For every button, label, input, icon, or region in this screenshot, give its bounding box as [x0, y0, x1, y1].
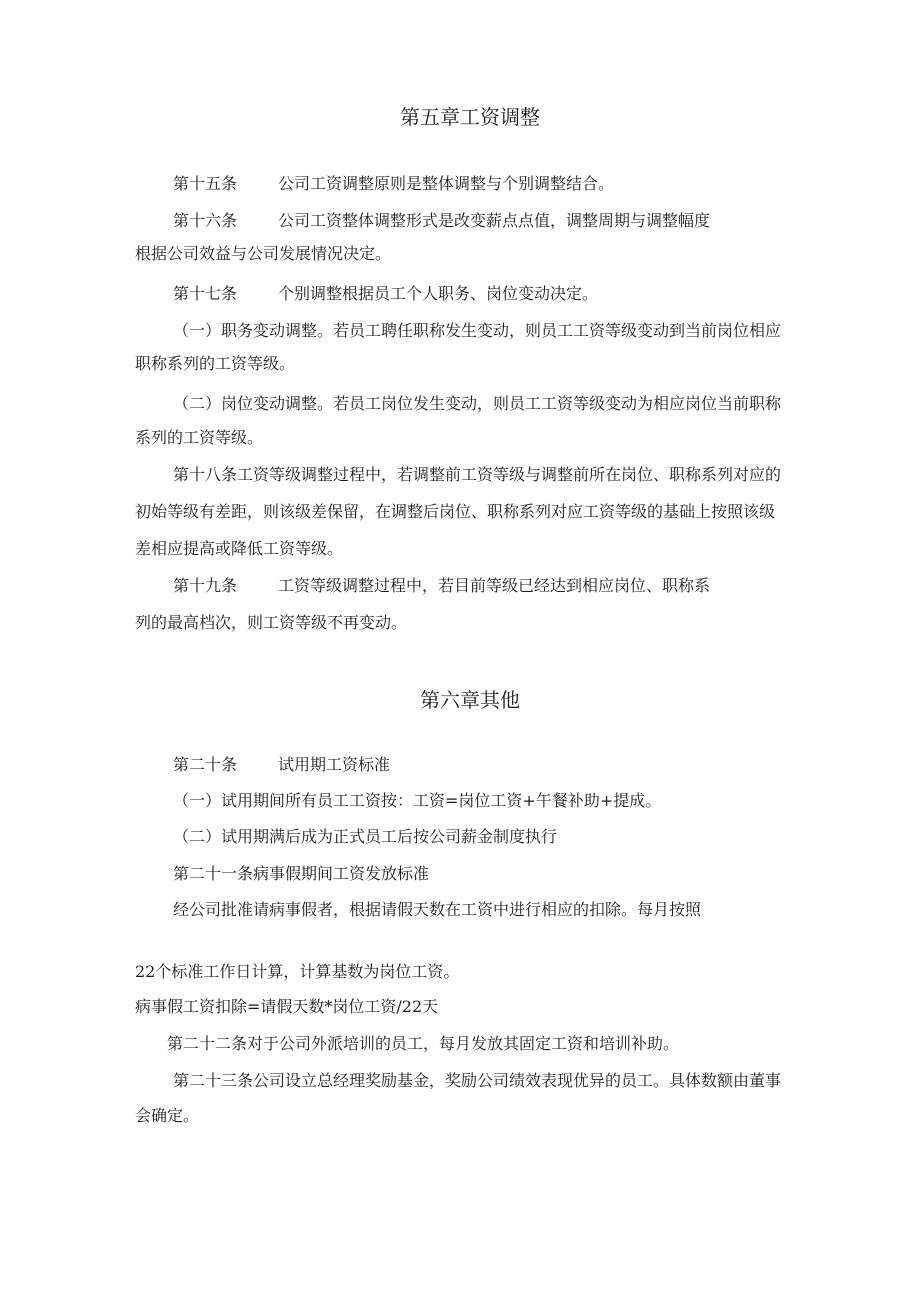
article-20-number: 第二十条: [173, 755, 238, 774]
article-15: [173, 174, 614, 194]
article-19: [173, 576, 710, 596]
article-15-text: 公司工资调整原则是整体调整与个别调整结合。: [278, 174, 615, 193]
deduction-formula: 病事假工资扣除=请假天数*岗位工资/22天: [135, 997, 439, 1016]
article-21-text: 经公司批准请病事假者，根据请假天数在工资中进行相应的扣除。每月按照: [173, 900, 702, 919]
article-23-continued: 会确定。: [135, 1106, 200, 1125]
article-22: 第二十二条对于公司外派培训的员工，每月发放其固定工资和培训补助。: [167, 1034, 680, 1053]
article-18-line3: 差相应提高或降低工资等级。: [135, 539, 344, 558]
post-change-item: （二）岗位变动调整。若员工岗位发生变动，则员工工资等级变动为相应岗位当前职称: [173, 394, 782, 413]
article-21-continued: 22个标准工作日计算，计算基数为岗位工资。: [135, 962, 460, 981]
article-19-number: 第十九条: [173, 576, 238, 595]
article-17: [173, 284, 598, 304]
article-23: 第二十三条公司设立总经理奖励基金，奖励公司绩效表现优异的员工。具体数额由董事: [173, 1071, 782, 1090]
article-20: [173, 755, 390, 775]
article-16-number: 第十六条: [173, 211, 238, 230]
article-17-text: 个别调整根据员工个人职务、岗位变动决定。: [278, 284, 599, 303]
probation-end-item: （二）试用期满后成为正式员工后按公司薪金制度执行: [173, 827, 558, 846]
article-18-line2: 初始等级有差距，则该级差保留，在调整后岗位、职称系列对应工资等级的基础上按照该级: [135, 502, 776, 521]
job-change-item: （一）职务变动调整。若员工聘任职称发生变动，则员工工资等级变动到当前岗位相应: [173, 321, 782, 340]
article-20-text: 试用期工资标准: [278, 755, 391, 774]
article-16-continued: 根据公司效益与公司发展情况决定。: [135, 244, 392, 263]
article-17-number: 第十七条: [173, 284, 238, 303]
article-15-number: 第十五条: [173, 174, 238, 193]
probation-pay-item: （一）试用期间所有员工工资按：工资=岗位工资+午餐补助+提成。: [173, 791, 662, 810]
chapter5-title: 第五章工资调整: [400, 105, 540, 129]
article-19-continued: 列的最高档次，则工资等级不再变动。: [135, 613, 408, 632]
chapter6-title: 第六章其他: [420, 688, 520, 712]
job-change-item-continued: 职称系列的工资等级。: [135, 354, 296, 373]
article-19-text: 工资等级调整过程中，若目前等级已经达到相应岗位、职称系: [278, 576, 711, 595]
article-16: [173, 211, 710, 231]
article-18: 第十八条工资等级调整过程中，若调整前工资等级与调整前所在岗位、职称系列对应的: [173, 465, 782, 484]
post-change-item-continued: 系列的工资等级。: [135, 428, 264, 447]
article-16-text: 公司工资整体调整形式是改变薪点点值，调整周期与调整幅度: [278, 211, 711, 230]
article-21-title: 第二十一条病事假期间工资发放标准: [173, 864, 430, 883]
